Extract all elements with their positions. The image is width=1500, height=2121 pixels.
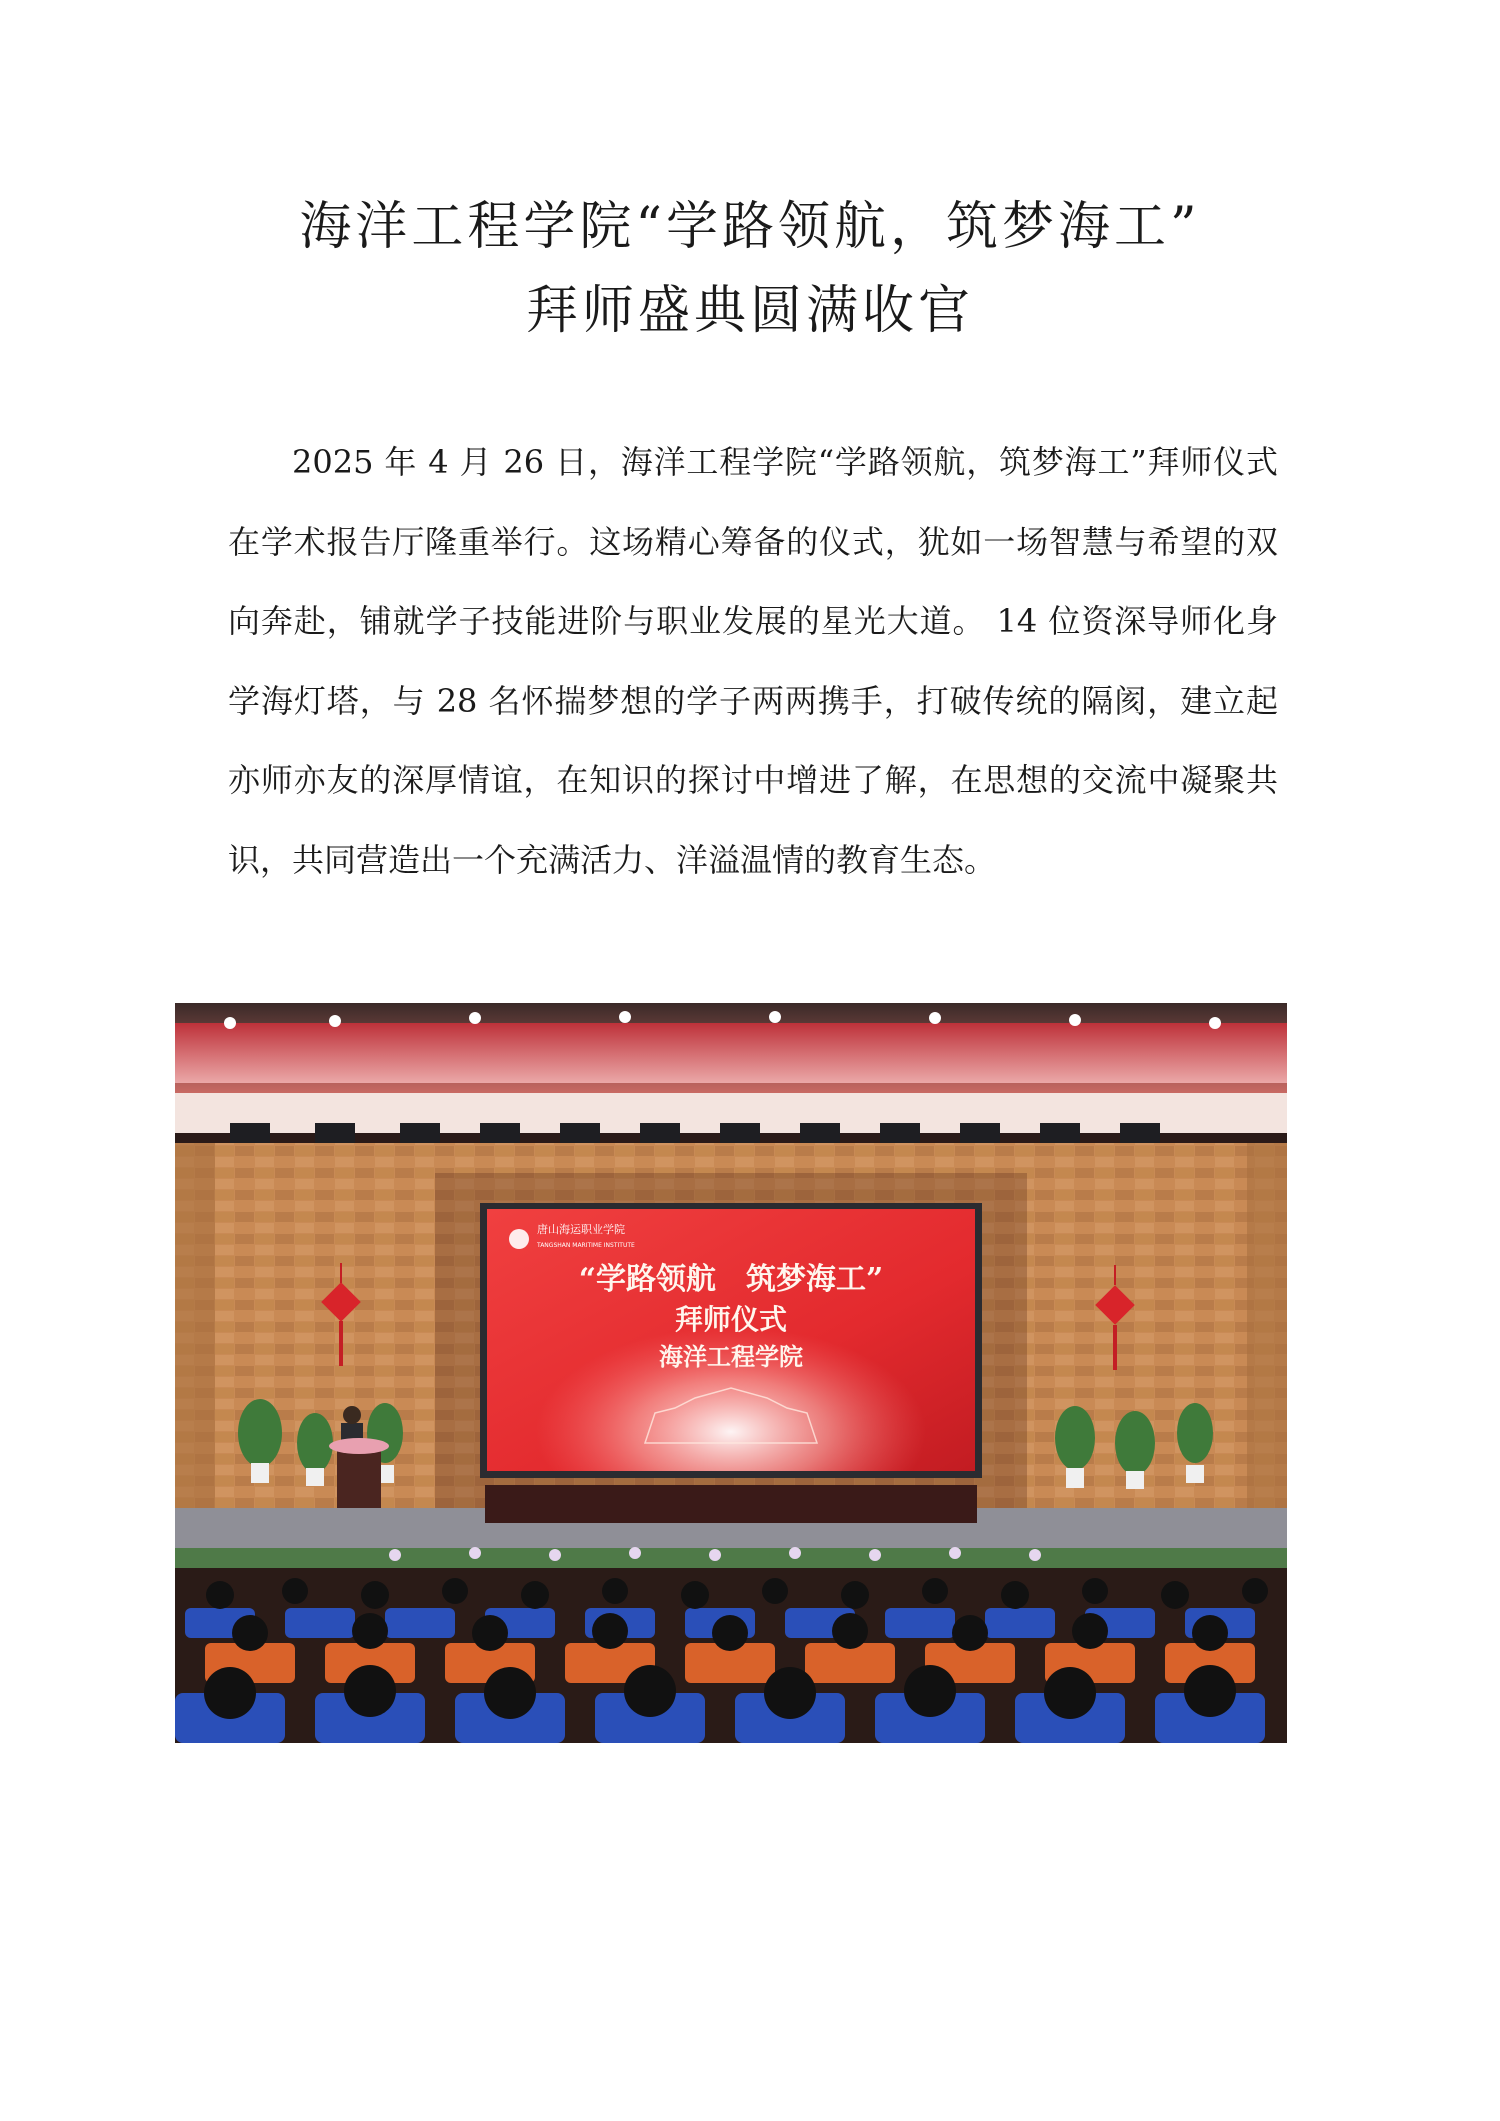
ceremony-photo-illustration [175, 1003, 1287, 1743]
article-title [230, 185, 1270, 353]
screen-school-name-en: TANGSHAN MARITIME INSTITUTE [537, 1242, 635, 1249]
article-paragraph: 2025 年 4 月 26 日，海洋工程学院“学路领航，筑梦海工”拜师仪式在学术报告厅隆重举行。这场精心筹备的仪式，犹如一场智慧与希望的双向奔赴，铺就学子技能进阶与职业发展的星光大道。 14 位资深导师化身学海灯塔，与 28 名怀揣梦想的学子两两携手，打破传统的隔阂，建立起亦师亦友的深厚情谊，在知识的探讨中增进了解，在思想的交流中凝聚共识，共同营造出一个充满活力、洋溢温情的教育生态。 [228, 443, 1278, 879]
screen-subtitle: 拜师仪式 [674, 1303, 788, 1336]
article-title-line-1: 海洋工程学院“学路领航，筑梦海工” [299, 197, 1201, 257]
screen-title: “学路领航 筑梦海工” [578, 1262, 884, 1297]
screen-school-name: 唐山海运职业学院 [537, 1223, 625, 1236]
ceremony-photo [175, 1003, 1287, 1743]
screen-college-name: 海洋工程学院 [659, 1342, 803, 1371]
article-title-line-2: 拜师盛典圆满收官 [525, 281, 974, 341]
podium [337, 1448, 381, 1510]
